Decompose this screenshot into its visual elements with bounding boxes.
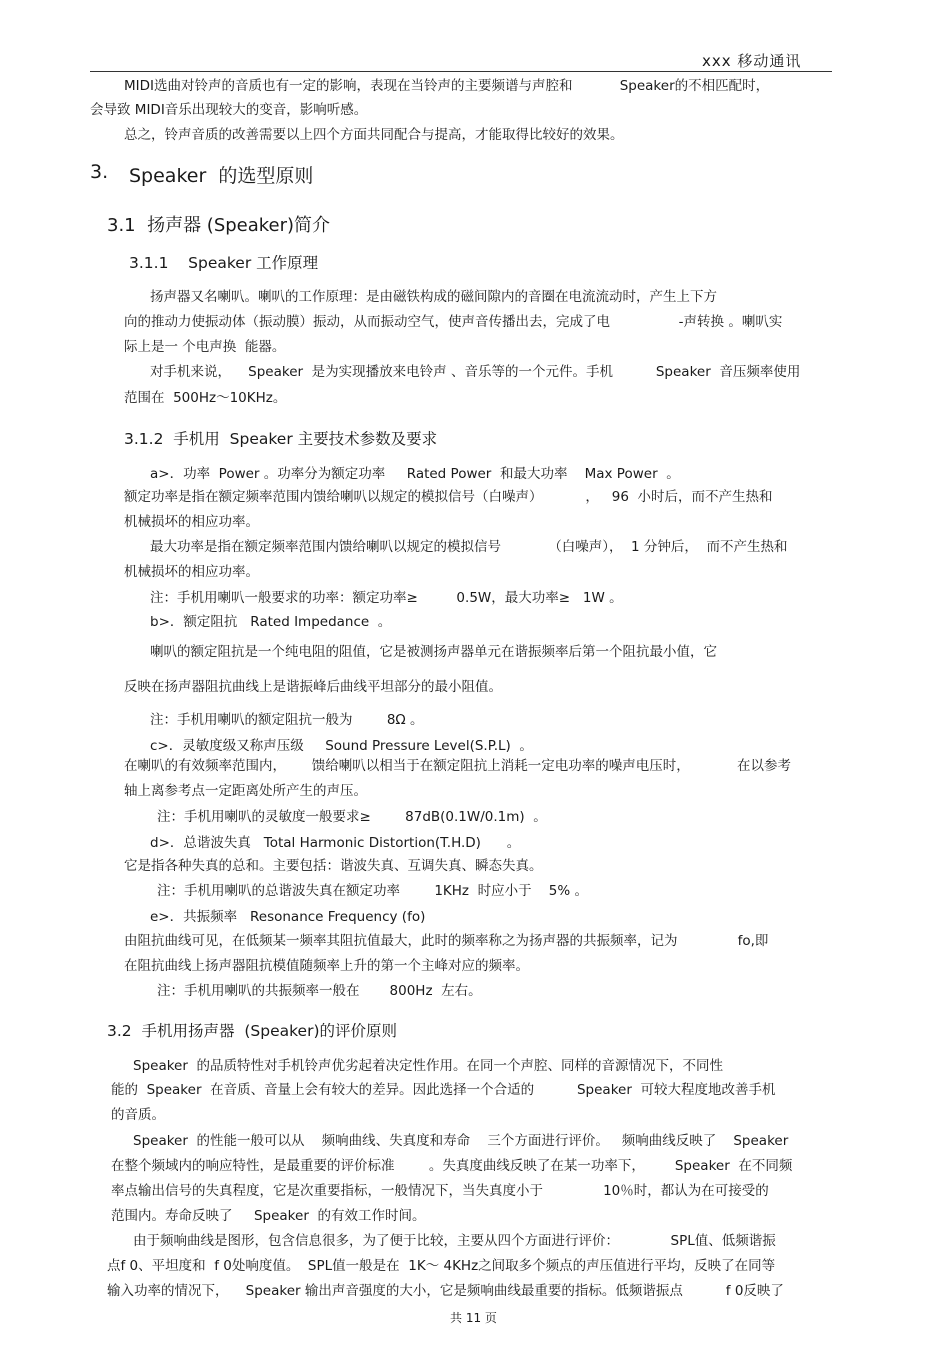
- paragraph-line: b>．额定阻抗 Rated Impedance 。: [150, 614, 392, 630]
- paragraph-line: 在阻抗曲线上扬声器阻抗模值随频率上升的第一个主峰对应的频率。: [124, 958, 529, 974]
- paragraph-line: 际上是一 个电声换 能器。: [124, 339, 286, 355]
- paragraph-line: 在喇叭的有效频率范围内， 馈给喇叭以相当于在额定阻抗上消耗一定电功率的噪声电压时， 在以参考: [124, 758, 791, 774]
- paragraph-line: 向的推动力使振动体（振动膜）振动，从而振动空气，使声音传播出去，完成了电 -声转换 。喇叭实: [124, 314, 783, 330]
- paragraph-line: 点f 0、平坦度和 f 0处响度值。 SPL值一般是在 1K～ 4KHz之间取多个频点的声压值进行平均，反映了在同等: [107, 1258, 776, 1274]
- paragraph-line: 在整个频域内的响应特性，是最重要的评价标准 。失真度曲线反映了在某一功率下， Speaker 在不同频: [111, 1158, 793, 1174]
- paragraph-line: d>．总谐波失真 Total Harmonic Distortion(T.H.D) 。: [150, 835, 521, 851]
- paragraph-line: 注：手机用喇叭的额定阻抗一般为 8Ω 。: [150, 712, 424, 728]
- paragraph-line: Speaker 的性能一般可以从 频响曲线、失真度和寿命 三个方面进行评价。 频响曲线反映了 Speaker: [133, 1133, 789, 1149]
- paragraph-line: a>．功率 Power 。功率分为额定功率 Rated Power 和最大功率 Max Power 。: [150, 466, 680, 482]
- paragraph-line: c>．灵敏度级又称声压级 Sound Pressure Level(S.P.L) 。: [150, 738, 533, 754]
- paragraph-line: 扬声器又名喇叭。喇叭的工作原理：是由磁铁构成的磁间隙内的音圈在电流流动时，产生上下方: [150, 289, 717, 305]
- paragraph-line: 最大功率是指在额定频率范围内馈给喇叭以规定的模拟信号 （白噪声）， 1 分钟后， 而不产生热和: [150, 539, 788, 555]
- header-rule: [90, 71, 832, 72]
- subsection-heading: 3.1 扬声器 (Speaker)简介: [107, 215, 331, 236]
- paragraph-line: 注：手机用喇叭的总谐波失真在额定功率 1KHz 时应小于 5% 。: [157, 883, 588, 899]
- section-heading: Speaker 的选型原则: [129, 165, 314, 187]
- paragraph-line: 能的 Speaker 在音质、音量上会有较大的差异。因此选择一个合适的 Speaker 可较大程度地改善手机: [111, 1082, 776, 1098]
- paragraph-line: 输入功率的情况下， Speaker 输出声音强度的大小，它是频响曲线最重要的指标。低频谐振点 f 0反映了: [107, 1283, 784, 1299]
- section-number: 3.: [90, 161, 109, 183]
- paragraph-line: MIDI选曲对铃声的音质也有一定的影响，表现在当铃声的主要频谱与声腔和 Speaker的不相匹配时，: [124, 78, 770, 94]
- paragraph-line: 范围内。寿命反映了 Speaker 的有效工作时间。: [111, 1208, 426, 1224]
- page-footer: 共 11 页: [450, 1311, 497, 1325]
- paragraph-line: 率点输出信号的失真程度，它是次重要指标，一般情况下，当失真度小于 10％时，都认为在可接受的: [111, 1183, 769, 1199]
- subsection-heading: 3.2 手机用扬声器 (Speaker)的评价原则: [107, 1022, 397, 1040]
- paragraph-line: 反映在扬声器阻抗曲线上是谐振峰后曲线平坦部分的最小阻值。: [124, 679, 502, 695]
- paragraph-line: 会导致 MIDI音乐出现较大的变音，影响听感。: [90, 102, 368, 118]
- paragraph-line: 它是指各种失真的总和。主要包括：谐波失真、互调失真、瞬态失真。: [124, 858, 543, 874]
- paragraph-line: Speaker 的品质特性对手机铃声优劣起着决定性作用。在同一个声腔、同样的音源情况下，不同性: [133, 1058, 723, 1074]
- paragraph-line: 机械损坏的相应功率。: [124, 514, 259, 530]
- paragraph-line: 注：手机用喇叭的灵敏度一般要求≥ 87dB(0.1W/0.1m) 。: [157, 809, 547, 825]
- subsubsection-heading: 3.1.1 Speaker 工作原理: [129, 254, 319, 272]
- paragraph-line: 由阻抗曲线可见，在低频某一频率其阻抗值最大，此时的频率称之为扬声器的共振频率，记为 fo,即: [124, 933, 769, 949]
- subsubsection-heading: 3.1.2 手机用 Speaker 主要技术参数及要求: [124, 430, 438, 448]
- paragraph-line: 对手机来说， Speaker 是为实现播放来电铃声 、音乐等的一个元件。手机 Speaker 音压频率使用: [150, 364, 801, 380]
- paragraph-line: 轴上离参考点一定距离处所产生的声压。: [124, 783, 367, 799]
- paragraph-line: 机械损坏的相应功率。: [124, 564, 259, 580]
- paragraph-line: e>．共振频率 Resonance Frequency (fo): [150, 909, 426, 925]
- paragraph-line: 额定功率是指在额定频率范围内馈给喇叭以规定的模拟信号（白噪声） ， 96 小时后，而不产生热和: [124, 489, 773, 505]
- paragraph-line: 由于频响曲线是图形，包含信息很多，为了便于比较，主要从四个方面进行评价： SPL值、低频谐振: [133, 1233, 776, 1249]
- paragraph-line: 总之，铃声音质的改善需要以上四个方面共同配合与提高，才能取得比较好的效果。: [124, 127, 624, 143]
- paragraph-line: 的音质。: [111, 1107, 165, 1123]
- paragraph-line: 范围在 500Hz～10KHz。: [124, 390, 287, 406]
- paragraph-line: 喇叭的额定阻抗是一个纯电阻的阻值，它是被测扬声器单元在谐振频率后第一个阻抗最小值，它: [150, 644, 717, 660]
- paragraph-line: 注：手机用喇叭一般要求的功率：额定功率≥ 0.5W，最大功率≥ 1W 。: [150, 590, 623, 606]
- paragraph-line: 注：手机用喇叭的共振频率一般在 800Hz 左右。: [157, 983, 482, 999]
- page-header: xxx 移动通讯: [702, 52, 802, 70]
